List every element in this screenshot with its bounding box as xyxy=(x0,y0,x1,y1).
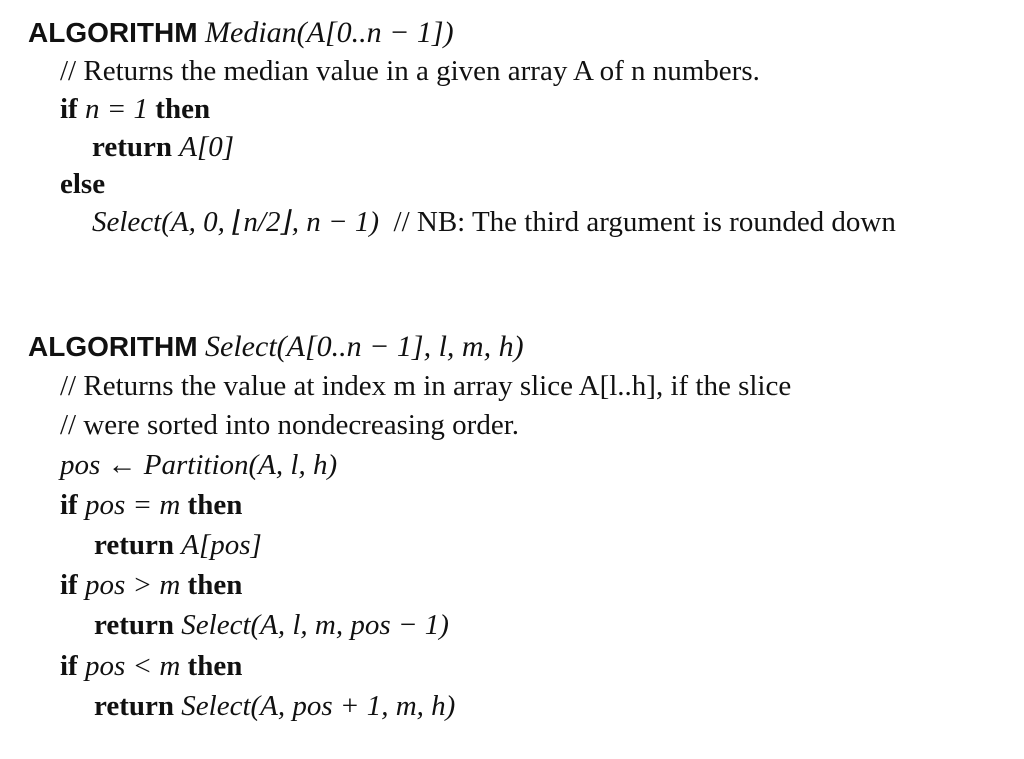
return-keyword: return xyxy=(92,131,173,163)
select-return-line-3 xyxy=(94,689,455,723)
return-expr-1: A[pos] xyxy=(181,529,262,561)
algorithm-keyword: ALGORITHM xyxy=(28,17,198,48)
select-call-comment: // NB: The third argument is rounded down xyxy=(393,206,896,238)
return-expr-3: Select(A, pos + 1, m, h) xyxy=(181,690,456,722)
condition-equal: pos = m xyxy=(84,489,181,521)
if-keyword: if xyxy=(60,650,78,682)
then-keyword: then xyxy=(187,569,243,601)
then-keyword: then xyxy=(187,650,243,682)
return-keyword: return xyxy=(94,529,175,561)
median-else-line xyxy=(60,167,105,201)
partition-line xyxy=(60,448,337,482)
if-keyword: if xyxy=(60,569,78,601)
median-header xyxy=(28,16,454,50)
select-comment-2: // were sorted into nondecreasing order. xyxy=(60,409,520,441)
select-params: (A[0..n − 1], l, m, h) xyxy=(276,330,524,363)
then-keyword: then xyxy=(155,93,211,125)
condition-less: pos < m xyxy=(84,650,181,682)
select-return-line-1 xyxy=(94,528,262,562)
return-expr-2: Select(A, l, m, pos − 1) xyxy=(181,609,449,641)
median-select-line xyxy=(92,205,896,239)
condition-greater: pos > m xyxy=(84,569,181,601)
select-return-line-2 xyxy=(94,608,449,642)
select-call-args: (A, 0, ⌊n/2⌋, n − 1) xyxy=(161,206,380,238)
return-keyword: return xyxy=(94,609,175,641)
algorithm-keyword: ALGORITHM xyxy=(28,331,198,362)
select-if-line-2 xyxy=(60,568,242,602)
partition-expr: pos ← Partition(A, l, h) xyxy=(60,449,338,481)
median-return-line xyxy=(92,130,234,164)
median-name: Median xyxy=(205,16,297,49)
median-if-condition: n = 1 xyxy=(84,93,149,125)
return-keyword: return xyxy=(94,690,175,722)
median-if-line xyxy=(60,92,210,126)
then-keyword: then xyxy=(187,489,243,521)
select-if-line-3 xyxy=(60,649,242,683)
select-call-name: Select xyxy=(92,206,162,238)
median-comment: // Returns the median value in a given array A of n numbers. xyxy=(60,55,760,87)
select-name: Select xyxy=(205,330,277,363)
select-header xyxy=(28,330,524,364)
if-keyword: if xyxy=(60,489,78,521)
median-params: (A[0..n − 1]) xyxy=(296,16,454,49)
else-keyword: else xyxy=(60,168,106,200)
select-comment-1: // Returns the value at index m in array slice A[l..h], if the slice xyxy=(60,370,792,402)
select-if-line-1 xyxy=(60,488,242,522)
median-return-expr: A[0] xyxy=(179,131,235,163)
if-keyword: if xyxy=(60,93,78,125)
